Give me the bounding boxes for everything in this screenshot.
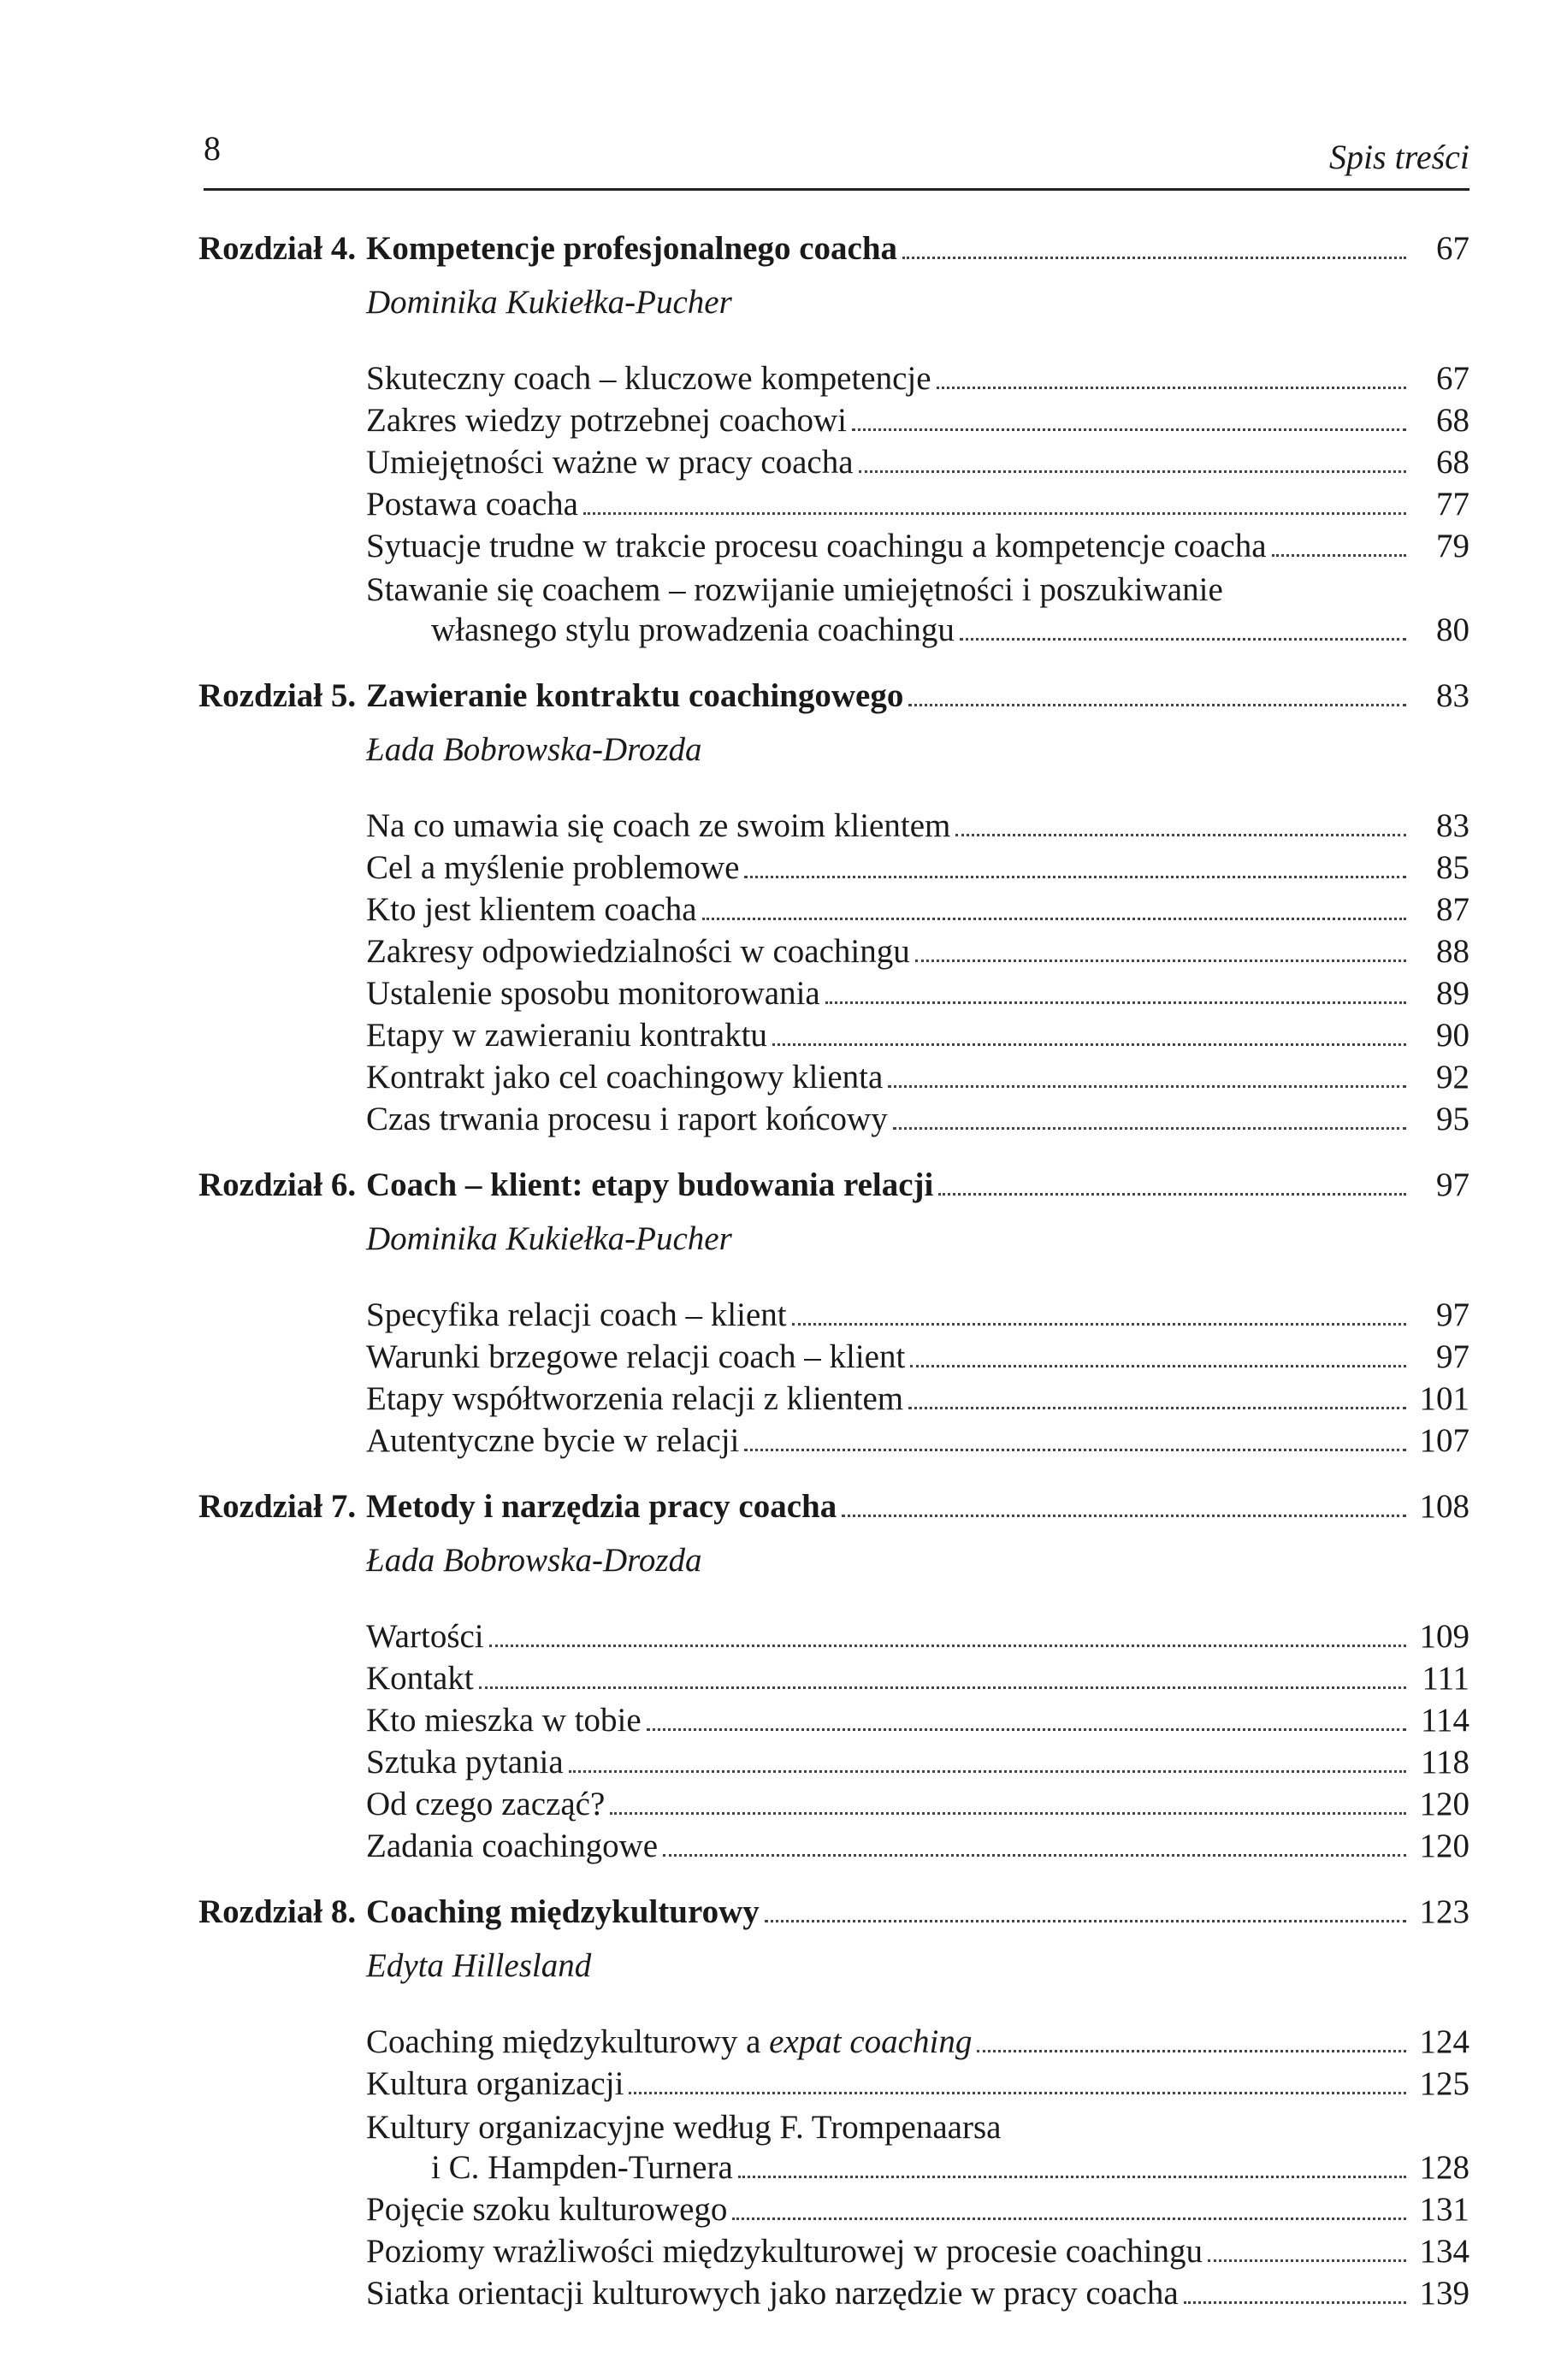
entry-title-line1: Stawanie się coachem – rozwijanie umiejętności i poszukiwanie	[366, 571, 1223, 608]
chapter-label: Rozdział 4.	[198, 230, 357, 267]
chapter-author: Edyta Hillesland	[366, 1947, 592, 1984]
entry-title	[366, 2023, 972, 2061]
entry-title: Kto mieszka w tobie	[366, 1702, 642, 1739]
dot-leader	[583, 512, 1406, 515]
entry-title: Sztuka pytania	[366, 1744, 564, 1781]
chapter-author: Łada Bobrowska-Drozda	[366, 731, 702, 768]
entry-title: Umiejętności ważne w pracy coacha	[366, 444, 854, 481]
toc-entry[interactable]	[366, 443, 1469, 485]
toc-entry[interactable]	[366, 1659, 1469, 1701]
chapter-heading[interactable]	[198, 676, 1469, 726]
page-ref: 85	[1436, 849, 1469, 886]
dot-leader	[888, 1085, 1406, 1088]
dot-leader	[702, 918, 1406, 920]
toc-entry[interactable]	[366, 974, 1469, 1016]
entry-title: Ustalenie sposobu monitorowania	[366, 975, 820, 1012]
entry-title: Autentyczne bycie w relacji	[366, 1422, 740, 1459]
toc-entry[interactable]	[366, 2232, 1469, 2274]
chapter-title: Coaching międzykulturowy	[366, 1893, 760, 1930]
entry-title-italic: expat coaching	[769, 2023, 973, 2060]
dot-leader	[792, 1323, 1406, 1326]
dot-leader	[852, 428, 1406, 431]
page-ref: 101	[1419, 1380, 1469, 1417]
dot-leader	[569, 1770, 1406, 1773]
dot-leader	[825, 1001, 1406, 1004]
entry-title: Warunki brzegowe relacji coach – klient	[366, 1338, 906, 1375]
toc-entry[interactable]	[366, 932, 1469, 974]
toc-entry[interactable]	[366, 1743, 1469, 1785]
page-ref: 95	[1436, 1101, 1469, 1137]
page-ref: 108	[1419, 1488, 1469, 1525]
toc-entry[interactable]	[366, 359, 1469, 401]
page-ref: 97	[1436, 1296, 1469, 1333]
toc-entry[interactable]	[366, 2064, 1469, 2106]
toc-entry[interactable]	[366, 1338, 1469, 1379]
page-ref: 67	[1436, 230, 1469, 267]
section-list	[366, 1296, 1469, 1463]
entry-title: Etapy w zawieraniu kontraktu	[366, 1017, 767, 1054]
chapter-7	[198, 1487, 1469, 1869]
dot-leader	[744, 1449, 1406, 1451]
toc-entry[interactable]	[366, 401, 1469, 443]
page-ref: 118	[1420, 1744, 1469, 1781]
toc-entry[interactable]	[366, 2274, 1469, 2316]
entry-title: Na co umawia się coach ze swoim klientem	[366, 807, 951, 844]
entry-title: Zakres wiedzy potrzebnej coachowi	[366, 402, 847, 439]
page-ref: 88	[1436, 933, 1469, 970]
page-ref: 139	[1419, 2275, 1469, 2312]
dot-leader	[1184, 2301, 1406, 2304]
dot-leader	[772, 1043, 1406, 1046]
dot-leader	[955, 834, 1406, 836]
toc-entry-wrapped[interactable]	[366, 569, 1469, 653]
toc-entry[interactable]	[366, 1058, 1469, 1100]
chapter-author: Łada Bobrowska-Drozda	[366, 1542, 702, 1579]
page-header	[204, 128, 1469, 191]
section-list	[366, 359, 1469, 653]
entry-title-roman: Coaching międzykulturowy a	[366, 2023, 761, 2060]
page-number: 8	[204, 129, 221, 168]
entry-title-line2: i C. Hampden-Turnera	[431, 2149, 733, 2186]
page-ref: 131	[1419, 2191, 1469, 2228]
page-ref: 120	[1419, 1786, 1469, 1822]
entry-title: Wartości	[366, 1618, 484, 1655]
dot-leader	[629, 2092, 1406, 2094]
entry-title: Kto jest klientem coacha	[366, 891, 697, 928]
page-ref: 83	[1436, 677, 1469, 714]
chapter-heading[interactable]	[198, 1893, 1469, 1942]
toc-entry-wrapped[interactable]	[366, 2106, 1469, 2190]
entry-title: Poziomy wrażliwości międzykulturowej w procesie coachingu	[366, 2233, 1203, 2270]
entry-title: Kultura organizacji	[366, 2065, 624, 2102]
dot-leader	[910, 1365, 1406, 1367]
page-ref: 120	[1419, 1828, 1469, 1864]
toc-entry[interactable]	[366, 485, 1469, 527]
dot-leader	[937, 387, 1406, 389]
entry-title: Kontrakt jako cel coachingowy klienta	[366, 1059, 884, 1096]
toc-entry[interactable]	[366, 1379, 1469, 1421]
entry-title: Zakresy odpowiedzialności w coachingu	[366, 933, 910, 970]
page-ref: 83	[1436, 807, 1469, 844]
page-ref: 107	[1419, 1422, 1469, 1459]
dot-leader	[610, 1812, 1406, 1815]
toc-entry[interactable]	[366, 1100, 1469, 1142]
page-ref: 90	[1436, 1017, 1469, 1054]
dot-leader	[765, 1920, 1406, 1922]
toc-entry[interactable]	[366, 2023, 1469, 2064]
page-ref: 79	[1436, 528, 1469, 564]
entry-title: Etapy współtworzenia relacji z klientem	[366, 1380, 904, 1417]
chapter-title: Coach – klient: etapy budowania relacji	[366, 1166, 934, 1203]
page-ref: 125	[1419, 2065, 1469, 2102]
toc-entry[interactable]	[366, 1617, 1469, 1659]
page-ref: 87	[1436, 891, 1469, 928]
chapter-heading[interactable]	[198, 229, 1469, 279]
chapter-title: Kompetencje profesjonalnego coacha	[366, 230, 898, 267]
page-ref: 92	[1436, 1059, 1469, 1096]
page-ref: 128	[1419, 2149, 1469, 2186]
dot-leader	[902, 257, 1406, 259]
toc-entry[interactable]	[366, 890, 1469, 932]
chapter-4	[198, 229, 1469, 653]
entry-title: Skuteczny coach – kluczowe kompetencje	[366, 360, 931, 397]
toc-entry[interactable]	[366, 1827, 1469, 1869]
toc-entry[interactable]	[366, 848, 1469, 890]
chapter-title: Zawieranie kontraktu coachingowego	[366, 677, 904, 714]
page-ref: 80	[1436, 611, 1469, 648]
entry-title-line1: Kultury organizacyjne według F. Trompenaarsa	[366, 2109, 1002, 2146]
entry-title: Zadania coachingowe	[366, 1828, 659, 1864]
toc-entry[interactable]	[366, 1421, 1469, 1463]
toc-entry[interactable]	[366, 1785, 1469, 1827]
toc-entry[interactable]	[366, 1701, 1469, 1743]
dot-leader	[908, 704, 1406, 706]
dot-leader	[977, 2050, 1406, 2052]
chapter-label: Rozdział 8.	[198, 1893, 357, 1930]
page-ref: 77	[1436, 486, 1469, 523]
toc-entry[interactable]	[366, 806, 1469, 848]
page-ref: 89	[1436, 975, 1469, 1012]
dot-leader	[647, 1728, 1406, 1731]
dot-leader	[938, 1193, 1406, 1196]
chapter-author: Dominika Kukiełka-Pucher	[366, 1220, 732, 1257]
dot-leader	[859, 470, 1406, 473]
page-ref: 97	[1436, 1166, 1469, 1203]
entry-title: Czas trwania procesu i raport końcowy	[366, 1101, 888, 1137]
page-ref: 111	[1422, 1660, 1469, 1697]
page-ref: 124	[1419, 2023, 1469, 2060]
page-ref: 109	[1419, 1618, 1469, 1655]
section-list	[366, 1617, 1469, 1869]
entry-title-line2: własnego stylu prowadzenia coachingu	[431, 611, 955, 648]
toc-entry[interactable]	[366, 1016, 1469, 1058]
chapter-label: Rozdział 6.	[198, 1166, 357, 1203]
dot-leader	[842, 1515, 1406, 1517]
page-ref: 67	[1436, 360, 1469, 397]
dot-leader	[1272, 554, 1406, 557]
entry-title: Cel a myślenie problemowe	[366, 849, 740, 886]
entry-title: Postawa coacha	[366, 486, 578, 523]
dot-leader	[744, 876, 1406, 878]
entry-line2	[431, 2148, 1469, 2190]
chapter-heading[interactable]	[198, 1487, 1469, 1537]
dot-leader	[732, 2218, 1406, 2220]
chapter-5	[198, 676, 1469, 1142]
dot-leader	[893, 1127, 1406, 1130]
entry-title: Sytuacje trudne w trakcie procesu coachingu a kompetencje coacha	[366, 528, 1267, 564]
dot-leader	[489, 1645, 1406, 1647]
dot-leader	[915, 960, 1406, 962]
entry-line2	[431, 611, 1469, 653]
dot-leader	[1208, 2259, 1406, 2262]
toc-entry[interactable]	[366, 2190, 1469, 2232]
page-ref: 123	[1419, 1893, 1469, 1930]
page-ref: 134	[1419, 2233, 1469, 2270]
chapter-8	[198, 1893, 1469, 2316]
page-ref: 68	[1436, 444, 1469, 481]
chapter-label: Rozdział 5.	[198, 677, 357, 714]
page-ref: 114	[1420, 1702, 1469, 1739]
chapter-author: Dominika Kukiełka-Pucher	[366, 284, 732, 321]
entry-title: Od czego zacząć?	[366, 1786, 606, 1822]
chapter-label: Rozdział 7.	[198, 1488, 357, 1525]
chapter-title: Metody i narzędzia pracy coacha	[366, 1488, 837, 1525]
entry-title: Specyfika relacji coach – klient	[366, 1296, 787, 1333]
dot-leader	[738, 2176, 1406, 2178]
dot-leader	[663, 1854, 1406, 1857]
entry-title: Pojęcie szoku kulturowego	[366, 2191, 728, 2228]
chapter-6	[198, 1166, 1469, 1463]
chapter-heading[interactable]	[198, 1166, 1469, 1215]
section-list	[366, 806, 1469, 1142]
toc-entry[interactable]	[366, 1296, 1469, 1338]
page-ref: 68	[1436, 402, 1469, 439]
entry-title: Kontakt	[366, 1660, 474, 1697]
entry-title: Siatka orientacji kulturowych jako narzędzie w pracy coacha	[366, 2275, 1179, 2312]
table-of-contents	[198, 229, 1469, 2340]
section-list	[366, 2023, 1469, 2316]
toc-entry[interactable]	[366, 527, 1469, 569]
page-ref: 97	[1436, 1338, 1469, 1375]
dot-leader	[908, 1407, 1406, 1409]
running-title: Spis treści	[1328, 138, 1469, 176]
dot-leader	[960, 638, 1406, 641]
dot-leader	[479, 1686, 1406, 1689]
